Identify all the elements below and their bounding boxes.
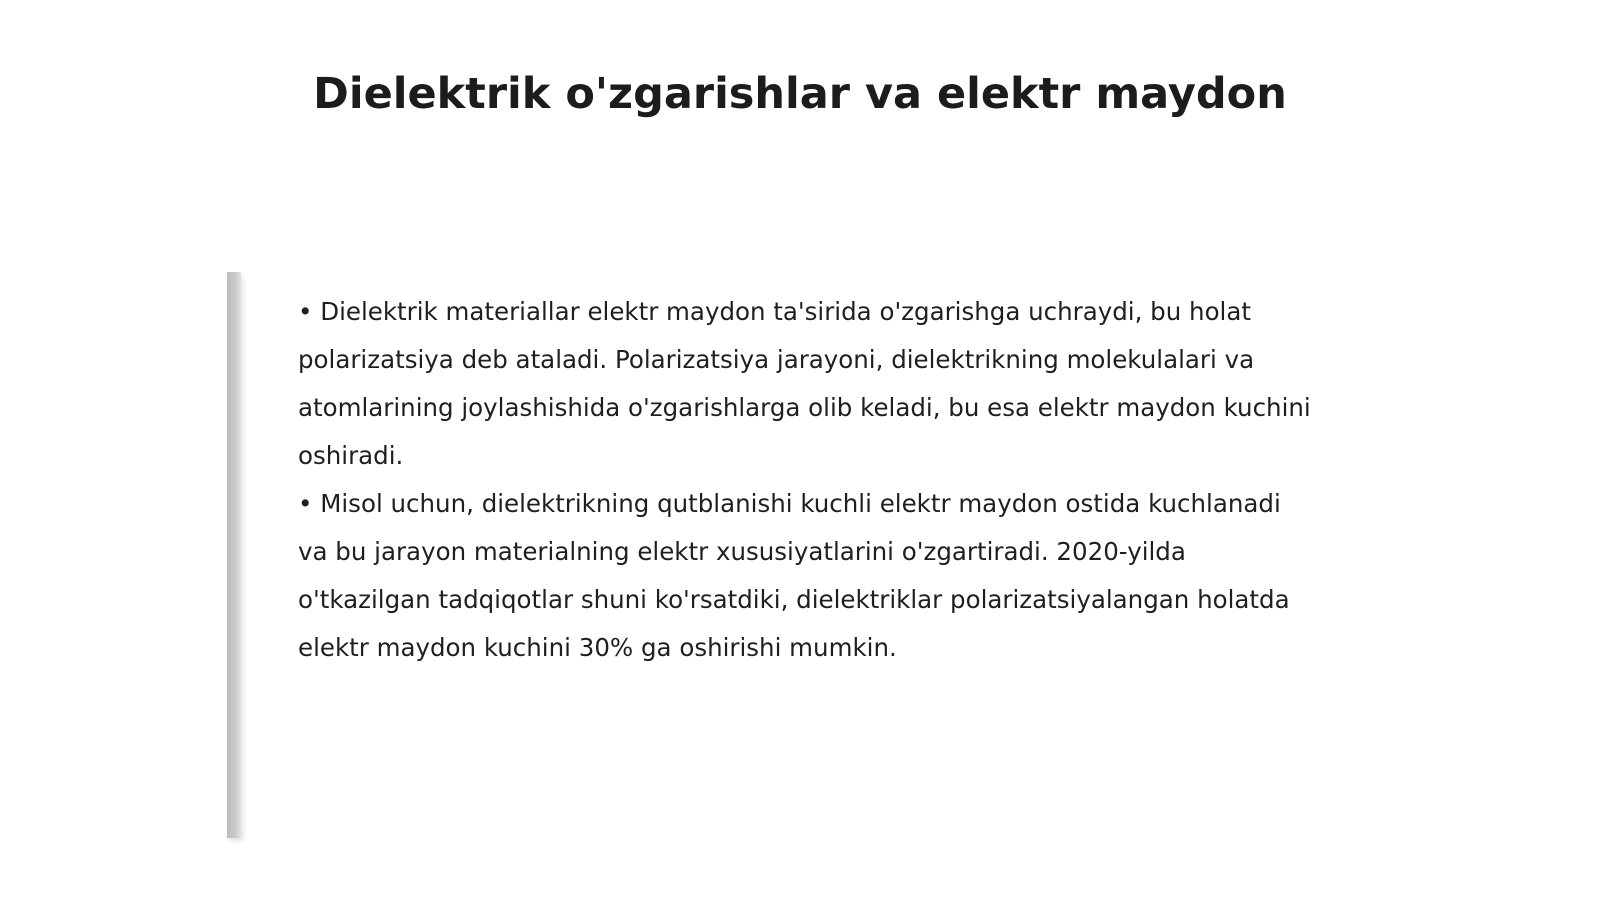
slide-title: Dielektrik o'zgarishlar va elektr maydon <box>313 69 1287 119</box>
bullet-item: • Misol uchun, dielektrikning qutblanishi kuchli elektr maydon ostida kuchlanadi va bu jarayon materialning elektr xususiyatlarini o'zgartiradi. 2020-yilda o'tkazilgan tadqiqotlar shuni ko'rsatdiki, dielektriklar polarizatsiyalangan holatda elektr maydon kuchini 30% ga oshirishi mumkin. <box>298 489 1290 662</box>
slide-content <box>298 288 1318 672</box>
accent-bar <box>227 272 241 838</box>
bullet-item: • Dielektrik materiallar elektr maydon ta'sirida o'zgarishga uchraydi, bu holat polarizatsiya deb ataladi. Polarizatsiya jarayoni, dielektrikning molekulalari va atomlarining joylashishida o'zgarishlarga olib keladi, bu esa elektr maydon kuchini oshiradi. <box>298 297 1311 470</box>
